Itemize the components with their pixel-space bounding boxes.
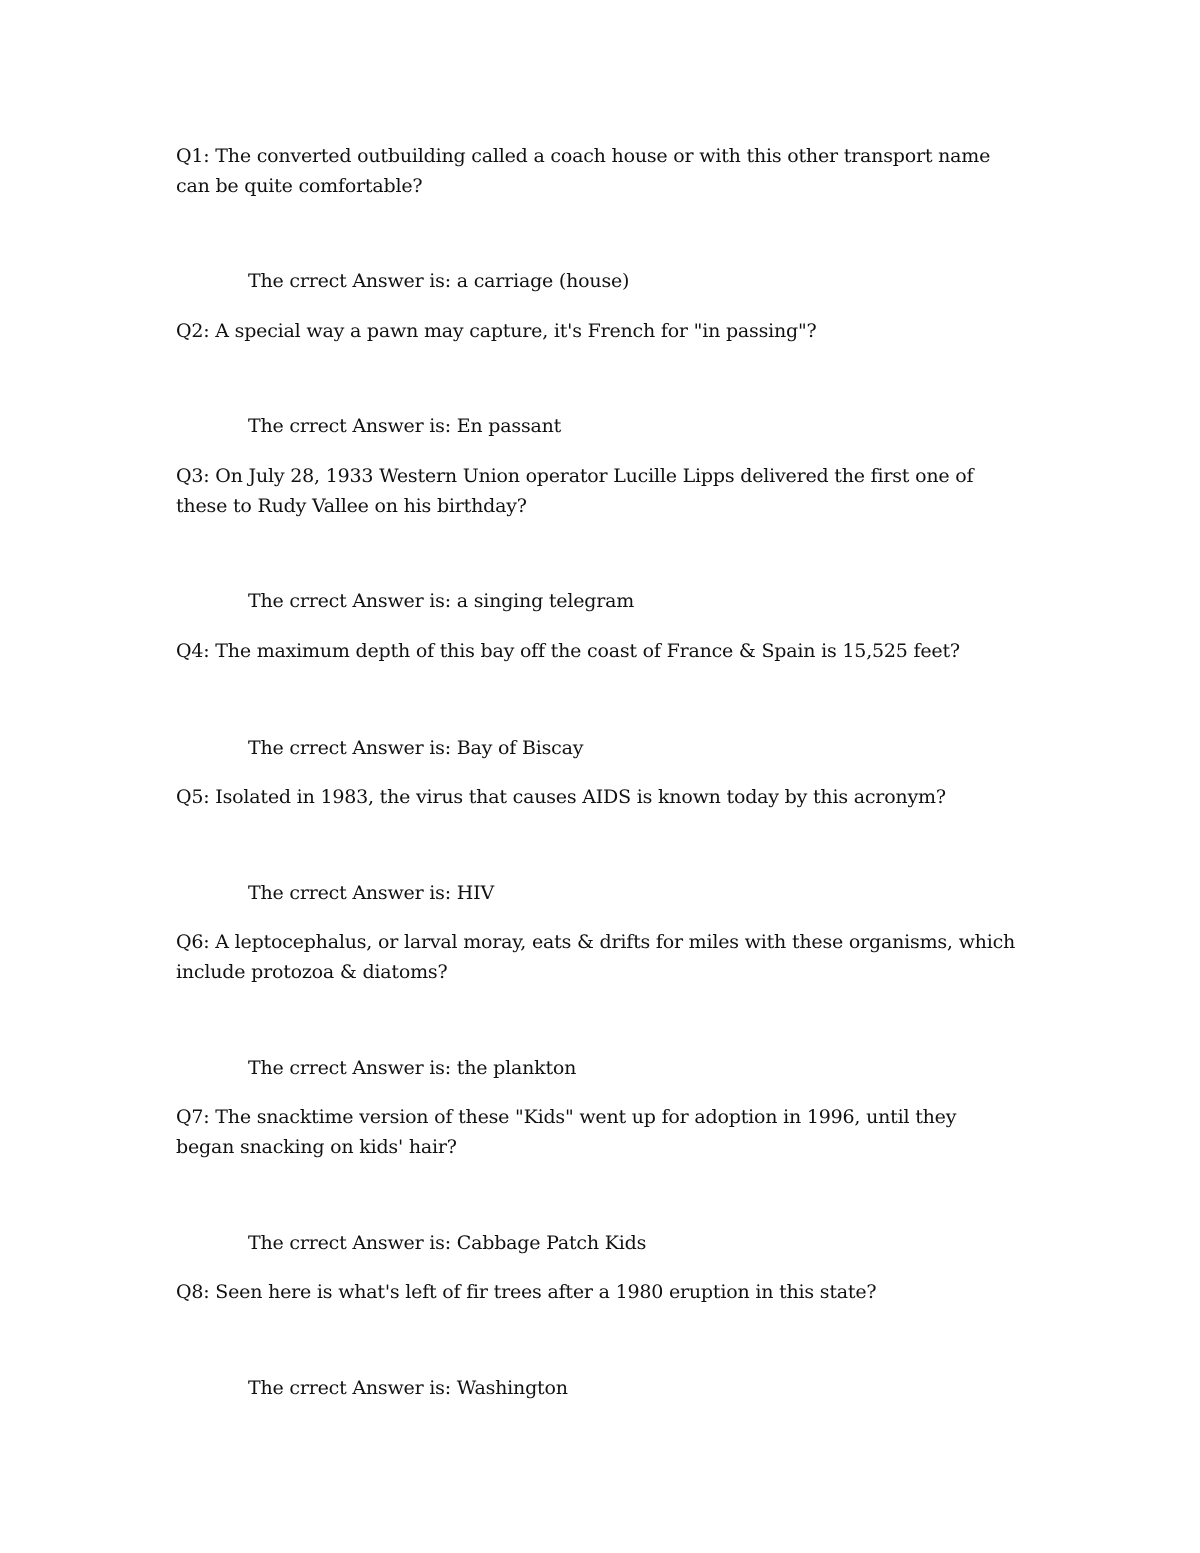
answer-7: The crrect Answer is: Cabbage Patch Kids: [248, 1232, 647, 1254]
qa-item-2: [176, 316, 1016, 437]
qa-item-1: [176, 141, 1016, 292]
question-7: Q7: The snacktime version of these "Kids" went up for adoption in 1996, until they began snacking on kids' hair?: [176, 1106, 957, 1158]
answer-5: The crrect Answer is: HIV: [248, 882, 494, 904]
answer-4: The crrect Answer is: Bay of Biscay: [248, 737, 584, 759]
question-3: Q3: On July 28, 1933 Western Union operator Lucille Lipps delivered the first one of these to Rudy Vallee on his birthday?: [176, 465, 974, 517]
question-5: Q5: Isolated in 1983, the virus that causes AIDS is known today by this acronym?: [176, 786, 946, 808]
qa-item-7: [176, 1102, 1016, 1254]
qa-item-3: [176, 461, 1016, 612]
answer-6: The crrect Answer is: the plankton: [248, 1057, 577, 1079]
question-2: Q2: A special way a pawn may capture, it's French for "in passing"?: [176, 320, 817, 342]
answer-8: The crrect Answer is: Washington: [248, 1377, 568, 1399]
qa-item-8: [176, 1277, 1016, 1399]
answer-1: The crrect Answer is: a carriage (house): [248, 270, 630, 292]
qa-item-5: [176, 782, 1016, 904]
qa-item-6: [176, 927, 1016, 1079]
question-6: Q6: A leptocephalus, or larval moray, eats & drifts for miles with these organisms, which include protozoa & diatoms?: [176, 931, 1016, 983]
answer-3: The crrect Answer is: a singing telegram: [248, 590, 635, 612]
question-8: Q8: Seen here is what's left of fir trees after a 1980 eruption in this state?: [176, 1281, 877, 1303]
answer-2: The crrect Answer is: En passant: [248, 415, 562, 437]
question-4: Q4: The maximum depth of this bay off the coast of France & Spain is 15,525 feet?: [176, 640, 960, 662]
qa-item-4: [176, 636, 1016, 759]
question-1: Q1: The converted outbuilding called a coach house or with this other transport name can be quite comfortable?: [176, 145, 991, 197]
